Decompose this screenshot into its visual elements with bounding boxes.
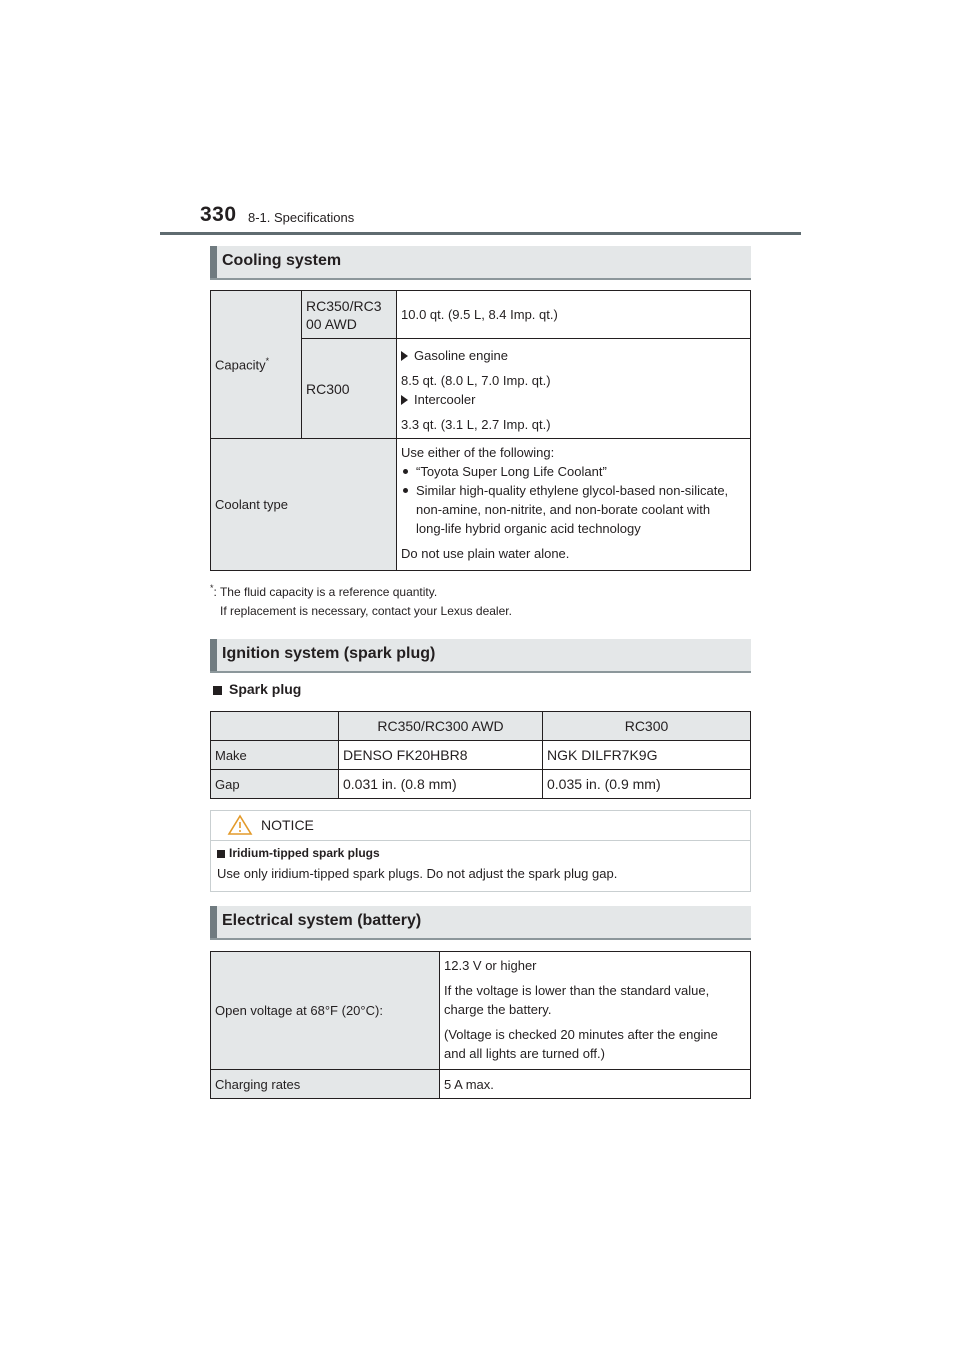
voltage-value: 12.3 V or higher: [444, 958, 537, 973]
voltage-note: (Voltage is checked 20 minutes after the engine: [444, 1027, 718, 1042]
row-label: Make: [211, 741, 339, 770]
triangle-bullet-icon: [401, 351, 408, 361]
table-row: [211, 439, 751, 571]
awd-label-cell: [302, 291, 397, 339]
section-bar: [210, 906, 217, 938]
header-rule: [160, 232, 801, 235]
section-cooling-system: [210, 246, 751, 280]
coolant-bullet-continued: non-amine, non-nitrite, and non-borate coolant with: [416, 502, 711, 517]
awd-label-line: RC350/RC3: [306, 297, 382, 314]
row-label: Gap: [211, 770, 339, 799]
table-cell: 0.031 in. (0.8 mm): [339, 770, 543, 799]
column-header: RC350/RC300 AWD: [339, 712, 543, 741]
coolant-bullet: Similar high-quality ethylene glycol-based non-silicate,: [401, 481, 746, 500]
notice-body: Use only iridium-tipped spark plugs. Do not adjust the spark plug gap.: [217, 866, 618, 881]
coolant-label: Coolant type: [215, 497, 288, 512]
capacity-label-cell: [211, 291, 302, 439]
section-electrical-system: [210, 906, 751, 940]
footnote-line: *: The fluid capacity is a reference quantity.: [210, 583, 438, 599]
section-title: Electrical system (battery): [222, 912, 422, 929]
table-row: [211, 291, 751, 339]
intercooler-heading: Intercooler: [401, 390, 746, 409]
bullet-icon: [403, 469, 408, 474]
charging-value: 5 A max.: [440, 1070, 751, 1099]
table-row: [211, 741, 751, 770]
section-bar: [210, 639, 217, 671]
awd-value: 10.0 qt. (9.5 L, 8.4 Imp. qt.): [401, 307, 558, 322]
awd-value-cell: [397, 291, 751, 339]
table-cell: 0.035 in. (0.9 mm): [543, 770, 751, 799]
rc300-label: RC300: [306, 380, 350, 397]
table-row: [211, 952, 751, 1070]
notice-header: [211, 811, 750, 841]
capacity-footnote-mark: *: [265, 356, 270, 367]
voltage-label-cell: [211, 952, 440, 1070]
coolant-intro: Use either of the following:: [401, 445, 555, 460]
footnote-line: If replacement is necessary, contact your Lexus dealer.: [220, 604, 512, 618]
notice-title: NOTICE: [261, 817, 314, 833]
column-header: [211, 712, 339, 741]
cooling-footnote: [210, 579, 512, 621]
intercooler-value: 3.3 qt. (3.1 L, 2.7 Imp. qt.): [401, 416, 551, 432]
voltage-label: Open voltage at 68°F (20°C):: [215, 1003, 383, 1018]
bullet-icon: [403, 488, 408, 493]
table-cell: NGK DILFR7K9G: [543, 741, 751, 770]
notice-box: [210, 810, 751, 892]
rc300-value-cell: [397, 339, 751, 439]
section-ignition-system: [210, 639, 751, 673]
voltage-note: and all lights are turned off.): [444, 1046, 605, 1061]
table-cell: DENSO FK20HBR8: [339, 741, 543, 770]
spark-plug-table: [210, 711, 751, 799]
page-number: 330: [200, 203, 237, 226]
section-title: Ignition system (spark plug): [222, 645, 436, 662]
warning-icon: [227, 814, 253, 836]
gasoline-value: 8.5 qt. (8.0 L, 7.0 Imp. qt.): [401, 372, 551, 388]
battery-table: [210, 951, 751, 1099]
coolant-bullet: “Toyota Super Long Life Coolant”: [401, 462, 746, 481]
square-bullet-icon: [213, 686, 222, 695]
voltage-note: charge the battery.: [444, 1002, 552, 1017]
coolant-bullet-continued: long-life hybrid organic acid technology: [416, 521, 641, 536]
coolant-value-cell: [397, 439, 751, 571]
square-bullet-icon: [217, 850, 225, 858]
voltage-note: If the voltage is lower than the standard value,: [444, 983, 710, 998]
awd-label-line: 00 AWD: [306, 315, 357, 332]
spark-plug-subhead: Spark plug: [213, 681, 301, 697]
voltage-value-cell: [440, 952, 751, 1070]
gasoline-heading: Gasoline engine: [401, 346, 746, 365]
cooling-table: [210, 290, 751, 571]
section-bar: [210, 246, 217, 278]
column-header: RC300: [543, 712, 751, 741]
coolant-label-cell: [211, 439, 397, 571]
table-row: [211, 770, 751, 799]
section-title: Cooling system: [222, 252, 342, 269]
triangle-bullet-icon: [401, 395, 408, 405]
notice-subhead: Iridium-tipped spark plugs: [211, 841, 750, 860]
capacity-label: Capacity: [215, 357, 266, 373]
table-row: [211, 1070, 751, 1099]
chapter-title: 8-1. Specifications: [248, 210, 355, 225]
rc300-label-cell: [302, 339, 397, 439]
charging-label: Charging rates: [211, 1070, 440, 1099]
coolant-warning: Do not use plain water alone.: [401, 546, 570, 561]
table-header-row: [211, 712, 751, 741]
